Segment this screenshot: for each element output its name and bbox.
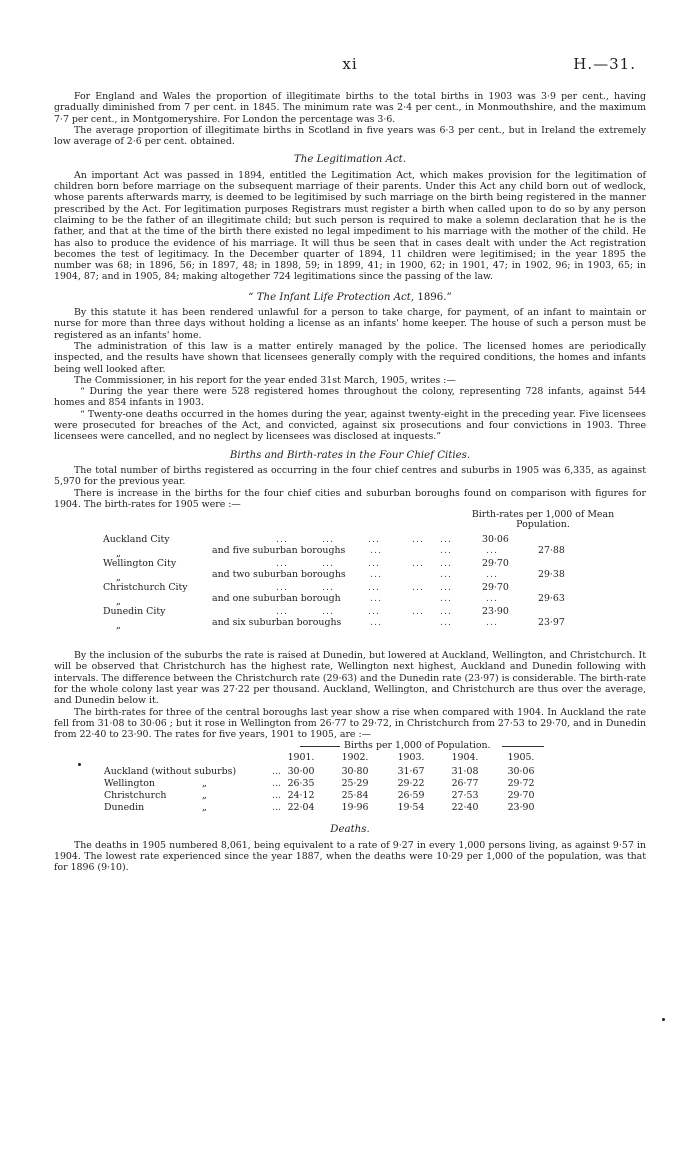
margin-dot	[662, 1018, 665, 1021]
row-label: Dunedin	[104, 802, 145, 814]
leader-dots: ...	[272, 790, 281, 802]
table-row	[54, 617, 646, 632]
rate-cell: 30·80	[341, 766, 369, 778]
row-label: Wellington	[104, 778, 155, 790]
leader-dots: ...	[370, 569, 382, 581]
paragraph-infant-quote-homes: “ During the year there were 528 registered homes throughout the colony, representing 728 infants, against 544 homes and 854 infants in 1903.	[54, 386, 646, 409]
leader-dots: ...	[322, 534, 334, 546]
paragraph-central-boroughs: The birth-rates for three of the central boroughs last year show a rise when compared with 1904. In Auckland the rate fell from 31·08 to 30·06 ; but it rose in Wellington from 26·77 to 29·72, in Christchurch from 27·53 to 29·70, and in Dunedin from 22·40 to 23·90. The rates for five years, 1901 to 1905, are :—	[54, 706, 646, 741]
leader-dots: ...	[272, 766, 281, 778]
paragraph-illegitimacy-england: For England and Wales the proportion of illegitimate births to the total births in 1903 was 3·9 per cent., having gradually diminished from 7 per cent. in 1845. The minimum rate was 2·4 per cent., in Monmouthshire, and the maximum 7·7 per cent., in Montgomeryshire. For London the percentage was 3·6.	[54, 91, 646, 125]
rate-cell: 30·06	[507, 766, 535, 778]
rate-cell: 26·35	[287, 778, 315, 790]
rate-cell: 24·12	[287, 790, 315, 802]
leader-dots: ...	[412, 558, 424, 570]
combined-rate: 27·88	[538, 545, 565, 557]
caption-rule-right	[502, 746, 544, 747]
rate-cell: 25·84	[341, 790, 369, 802]
leader-dots: ...	[370, 545, 382, 557]
leader-dots: ...	[440, 534, 452, 546]
document-body	[54, 91, 646, 874]
year-header: 1904.	[451, 752, 479, 764]
ditto-mark: „	[116, 596, 121, 608]
leader-dots: ...	[412, 606, 424, 618]
paragraph-births-increase: There is increase in the births for the four chief cities and suburban boroughs found on comparison with figures for 1904. The birth-rates for 1905 were :—	[54, 487, 646, 510]
leader-dots: ...	[486, 617, 498, 629]
rate-cell: 23·90	[507, 802, 535, 814]
city-name: Dunedin City	[103, 606, 166, 618]
table-row	[54, 593, 646, 608]
leader-dots: ...	[440, 593, 452, 605]
heading-births-chief-cities: Births and Birth-rates in the Four Chief Cities.	[229, 449, 471, 461]
paragraph-deaths: The deaths in 1905 numbered 8,061, being equivalent to a rate of 9·27 in every 1,000 persons living, as against 9·57 in 1904. The lowest rate experienced since the year 1887, when the deaths were 10·29 per 1,000 of the population, was that for 1896 (9·10).	[54, 839, 646, 874]
paragraph-births-total: The total number of births registered as occurring in the four chief centres and suburbs in 1905 was 6,335, as against 5,970 for the previous year.	[54, 464, 646, 488]
ditto-mark: „	[202, 790, 207, 802]
year-header: 1901.	[287, 752, 315, 764]
leader-dots: ...	[368, 582, 380, 594]
leader-dots: ...	[370, 593, 382, 605]
leader-dots: ...	[322, 582, 334, 594]
birth-rates-table	[54, 510, 646, 650]
heading-infant-life-protection	[54, 292, 646, 303]
table-row	[54, 545, 646, 560]
city-rate: 29·70	[482, 582, 509, 594]
row-label: Auckland (without suburbs)	[104, 766, 237, 778]
five-year-rates-table	[54, 740, 646, 816]
rate-cell: 22·40	[451, 802, 479, 814]
rate-cell: 31·08	[451, 766, 479, 778]
leader-dots: ...	[368, 606, 380, 618]
table-row	[54, 569, 646, 584]
leader-dots: ...	[440, 617, 452, 629]
rate-cell: 19·54	[397, 802, 425, 814]
ditto-mark: „	[202, 802, 207, 814]
year-header: 1905.	[507, 752, 535, 764]
suburbs-label: and five suburban boroughs	[212, 545, 346, 557]
city-rate: 30·06	[482, 534, 509, 546]
leader-dots: ...	[440, 606, 452, 618]
paragraph-suburbs-comparison: By the inclusion of the suburbs the rate is raised at Dunedin, but lowered at Auckland, Wellington, and Christchurch. It will be observed that Christchurch has the highest rate, Wellington next highest, Auckland and Dunedin following with intervals. The difference between the Christchurch rate (29·63) and the Dunedin rate (23·97) is considerable. The birth-rate for the whole colony last year was 27·22 per thousand. Auckland, Wellington, and Christchurch are thus over the average, and Dunedin below it.	[54, 650, 646, 707]
leader-dots: ...	[412, 534, 424, 546]
rate-cell: 19·96	[341, 802, 369, 814]
rate-cell: 26·59	[397, 790, 425, 802]
leader-dots: ...	[322, 558, 334, 570]
paragraph-legitimation: An important Act was passed in 1894, entitled the Legitimation Act, which makes provision for the legitimation of children born before marriage on the subsequent marriage of their parents. Under this Act any child born out of wedlock, whose parents afterwards marry, is deemed to be legitimised by such marriage on the birth being registered in the manner prescribed by the Act. For legitimation purposes Registrars must register a birth when called upon to do so by any person claiming to be the father of an illegitimate child; but such person is required to make a solemn declaration that he is the father, and that at the time of the birth there existed no legal impediment to his marriage with the mother of the child. He has also to produce the evidence of his marriage. It will thus be seen that in cases dealt with under the Act registration becomes the test of legitimacy. In the December quarter of 1894, 11 children were legitimised; in the year 1895 the number was 68; in 1896, 56; in 1897, 48; in 1898, 59; in 1899, 41; in 1900, 62; in 1901, 47; in 1902, 96; in 1903, 65; in 1904, 87; and in 1905, 84; making altogether 724 legitimations since the passing of the law.	[54, 169, 646, 283]
rate-cell: 27·53	[451, 790, 479, 802]
leader-dots: ...	[276, 582, 288, 594]
page-number: xi	[342, 55, 358, 73]
leader-dots: ...	[276, 534, 288, 546]
rate-cell: 29·70	[507, 790, 535, 802]
year-header: 1903.	[397, 752, 425, 764]
five-year-caption: Births per 1,000 of Population.	[344, 740, 491, 752]
leader-dots: ...	[322, 606, 334, 618]
combined-rate: 23·97	[538, 617, 565, 629]
heading-legitimation-act: The Legitimation Act.	[294, 154, 406, 166]
rate-cell: 25·29	[341, 778, 369, 790]
caption-rule-left	[300, 746, 340, 747]
leader-dots: ...	[272, 802, 281, 814]
paragraph-infant-statute: By this statute it has been rendered unlawful for a person to take charge, for payment, of an infant to maintain or nurse for more than three days without holding a license as an infants' home keeper. The house of such a person must be registered as an infants' home.	[54, 307, 646, 341]
suburbs-label: and one suburban borough	[212, 593, 341, 605]
table-row	[54, 582, 646, 593]
city-name: Auckland City	[103, 534, 170, 546]
leader-dots: ...	[440, 545, 452, 557]
leader-dots: ...	[368, 558, 380, 570]
heading-infant-year: 1896.”	[414, 291, 452, 303]
rate-cell: 22·04	[287, 802, 315, 814]
leader-dots: ...	[412, 582, 424, 594]
heading-deaths: Deaths.	[330, 824, 370, 836]
leader-dots: ...	[368, 534, 380, 546]
leader-dots: ...	[440, 569, 452, 581]
leader-dots: ...	[486, 545, 498, 557]
leader-dots: ...	[486, 569, 498, 581]
paragraph-infant-commissioner: The Commissioner, in his report for the year ended 31st March, 1905, writes :—	[74, 374, 456, 386]
city-name: Christchurch City	[103, 582, 188, 594]
paragraph-infant-administration: The administration of this law is a matter entirely managed by the police. The licensed homes are periodically inspected, and the results have shown that licensees generally comply with the required conditions, the homes and infants being well looked after.	[54, 340, 646, 375]
rate-cell: 29·22	[397, 778, 425, 790]
row-label: Christchurch	[104, 790, 167, 802]
ditto-mark: „	[116, 548, 121, 560]
paragraph-infant-quote-deaths: “ Twenty-one deaths occurred in the homes during the year, against twenty-eight in the preceding year. Five licensees were prosecuted for breaches of the Act, and convicted, against six prosecutions and four convictions in 1903. Three licensees were cancelled, and no neglect by licensees was disclosed at inquests.”	[54, 408, 646, 443]
rate-cell: 30·00	[287, 766, 315, 778]
city-name: Wellington City	[103, 558, 177, 570]
ditto-mark: „	[116, 620, 121, 632]
combined-rate: 29·38	[538, 569, 565, 581]
rate-cell: 31·67	[397, 766, 425, 778]
combined-rate: 29·63	[538, 593, 565, 605]
table-row	[54, 606, 646, 617]
table-row	[54, 534, 646, 545]
paragraph-illegitimacy-scotland: The average proportion of illegitimate births in Scotland in five years was 6·3 per cent., but in Ireland the extremely low average of 2·6 per cent. obtained.	[54, 124, 646, 148]
leader-dots: ...	[276, 558, 288, 570]
leader-dots: ...	[370, 617, 382, 629]
leader-dots: ...	[276, 606, 288, 618]
rate-cell: 29·72	[507, 778, 535, 790]
margin-dot	[78, 763, 81, 766]
leader-dots: ...	[272, 778, 281, 790]
suburbs-label: and six suburban boroughs	[212, 617, 342, 629]
ditto-mark: „	[116, 572, 121, 584]
leader-dots: ...	[440, 558, 452, 570]
leader-dots: ...	[486, 593, 498, 605]
year-header: 1902.	[341, 752, 369, 764]
heading-infant-title: “ The Infant Life Protection Act,	[248, 291, 415, 303]
leader-dots: ...	[440, 582, 452, 594]
city-rate: 23·90	[482, 606, 509, 618]
city-rate: 29·70	[482, 558, 509, 570]
paper-code: H.—31.	[573, 55, 636, 73]
birth-rates-header: Birth-rates per 1,000 of Mean Population.	[471, 509, 615, 531]
table-row	[54, 558, 646, 569]
suburbs-label: and two suburban boroughs	[212, 569, 346, 581]
rate-cell: 26·77	[451, 778, 479, 790]
ditto-mark: „	[202, 778, 207, 790]
